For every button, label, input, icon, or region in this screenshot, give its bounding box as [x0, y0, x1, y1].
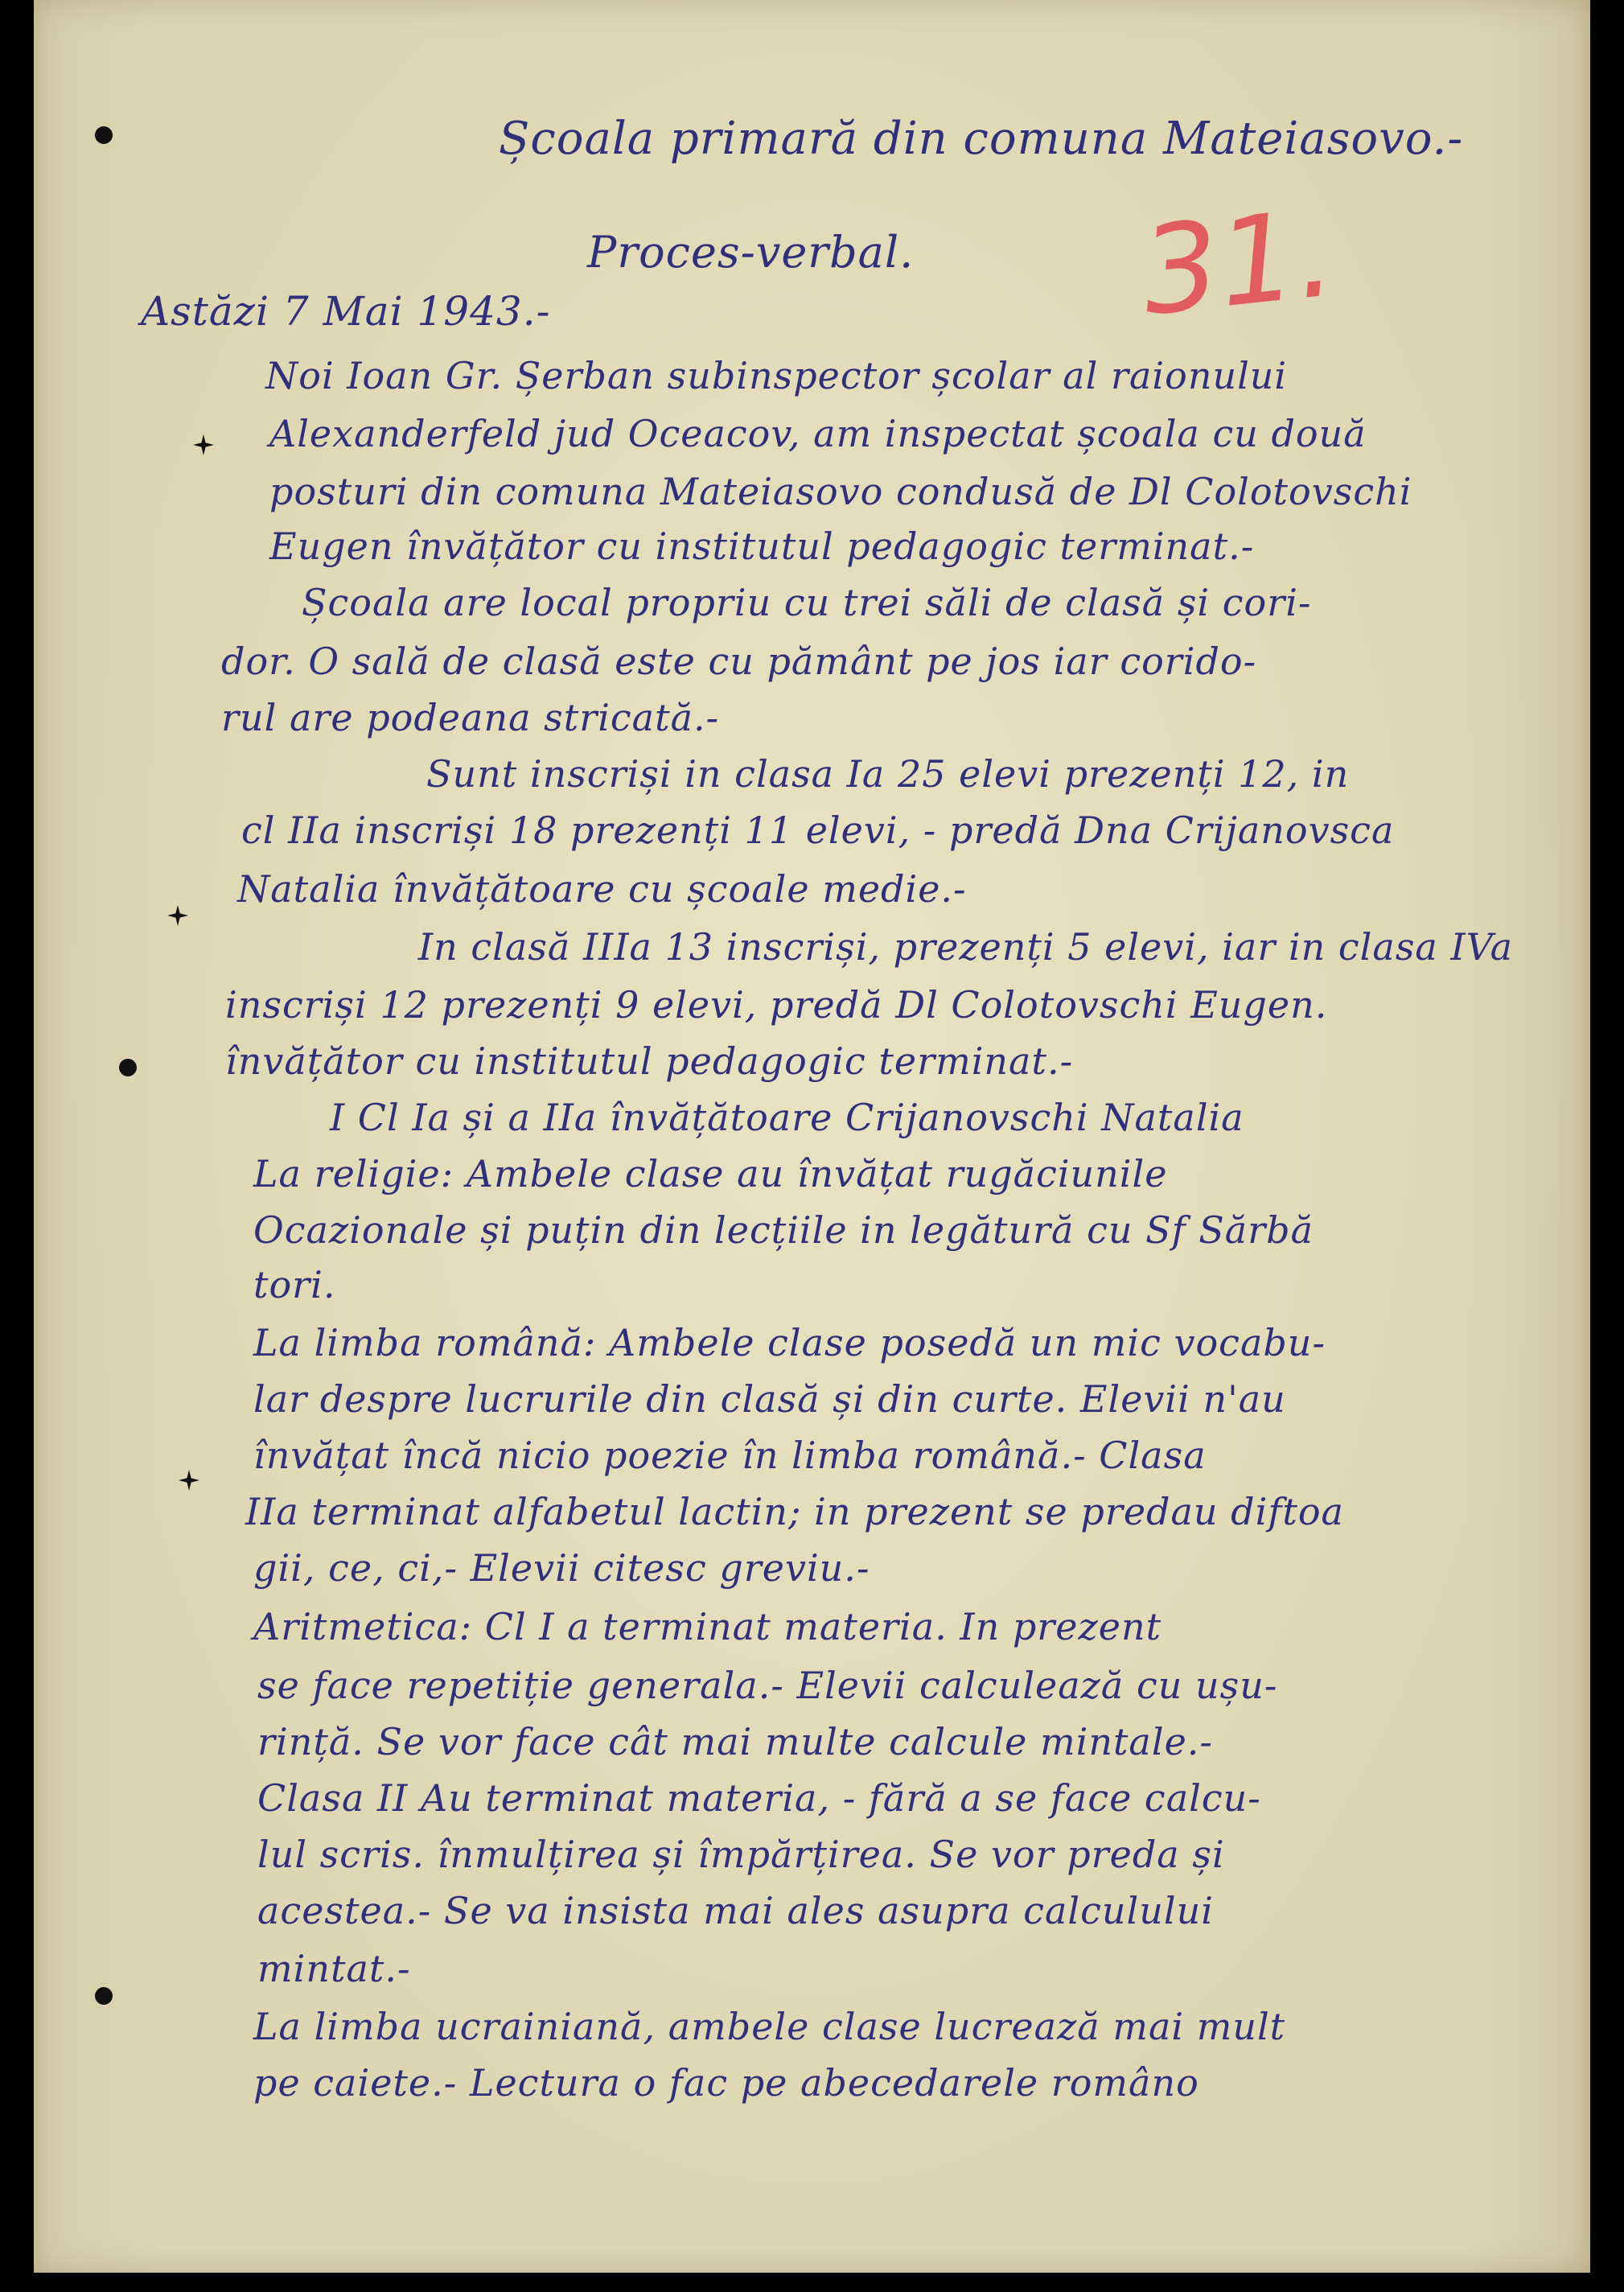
text-line: rul are podeana stricată.-	[221, 696, 720, 739]
text-line: La limba română: Ambele clase posedă un mic vocabu-	[253, 1321, 1326, 1364]
text-line: Aritmetica: Cl I a terminat materia. In prezent	[253, 1605, 1162, 1648]
text-line: I Cl Ia și a IIa învățătoare Crijanovschi Natalia	[330, 1096, 1244, 1139]
text-line: mintat.-	[257, 1947, 411, 1990]
text-line: Alexanderfeld jud Oceacov, am inspectat școala cu două	[269, 412, 1367, 455]
punch-hole	[95, 1987, 113, 2005]
text-line: acestea.- Se va insista mai ales asupra calculului	[257, 1889, 1214, 1932]
text-line: tori.	[253, 1263, 336, 1306]
text-line: dor. O sală de clasă este cu pământ pe jos iar corido-	[221, 640, 1257, 683]
text-line: gii, ce, ci,- Elevii citesc greviu.-	[253, 1546, 870, 1590]
text-line: se face repetiție generala.- Elevii calculează cu ușu-	[257, 1664, 1278, 1707]
text-line: Școala are local propriu cu trei săli de clasă și cori-	[302, 581, 1312, 624]
text-line: inscriși 12 prezenți 9 elevi, predă Dl Colotovschi Eugen.	[225, 983, 1328, 1027]
text-line: rință. Se vor face cât mai multe calcule mintale.-	[257, 1720, 1213, 1763]
text-line: lul scris. înmulțirea și împărțirea. Se vor preda și	[257, 1833, 1225, 1876]
text-line: Eugen învățător cu institutul pedagogic terminat.-	[269, 525, 1255, 568]
punch-hole	[95, 126, 113, 144]
text-line: La religie: Ambele clase au învățat rugăciunile	[253, 1152, 1168, 1195]
text-line: cl IIa inscriși 18 prezenți 11 elevi, - predă Dna Crijanovsca	[241, 809, 1395, 852]
text-line: lar despre lucrurile din clasă și din curte. Elevii n'au	[253, 1377, 1286, 1421]
page-number-stamp: 31.	[1135, 183, 1342, 343]
document-title: Proces-verbal.	[587, 227, 915, 278]
punch-hole	[119, 1059, 137, 1076]
school-header: Școala primară din comuna Mateiasovo.-	[499, 113, 1464, 165]
text-line: Ocazionale și puțin din lecțiile in legătură cu Sf Sărbă	[253, 1208, 1314, 1252]
text-line: IIa terminat alfabetul lactin; in prezent se predau diftoa	[245, 1490, 1344, 1533]
text-line: posturi din comuna Mateiasovo condusă de Dl Colotovschi	[269, 470, 1412, 513]
text-line: La limba ucrainiană, ambele clase lucrează mai mult	[253, 2005, 1286, 2048]
text-line: învățător cu institutul pedagogic terminat.-	[225, 1039, 1074, 1083]
text-line: Clasa II Au terminat materia, - fără a se face calcu-	[257, 1776, 1261, 1820]
text-line: învățat încă nicio poezie în limba română.- Clasa	[253, 1434, 1207, 1477]
text-line: Natalia învățătoare cu școale medie.-	[237, 867, 967, 911]
text-line: pe caiete.- Lectura o fac pe abecedarele româno	[253, 2061, 1199, 2105]
text-line: Sunt inscriși in clasa Ia 25 elevi prezenți 12, in	[426, 752, 1350, 796]
document-date: Astăzi 7 Mai 1943.-	[141, 288, 551, 335]
text-line: In clasă IIIa 13 inscriși, prezenți 5 elevi, iar in clasa IVa	[418, 925, 1514, 969]
text-line: Noi Ioan Gr. Șerban subinspector școlar al raionului	[265, 354, 1288, 397]
